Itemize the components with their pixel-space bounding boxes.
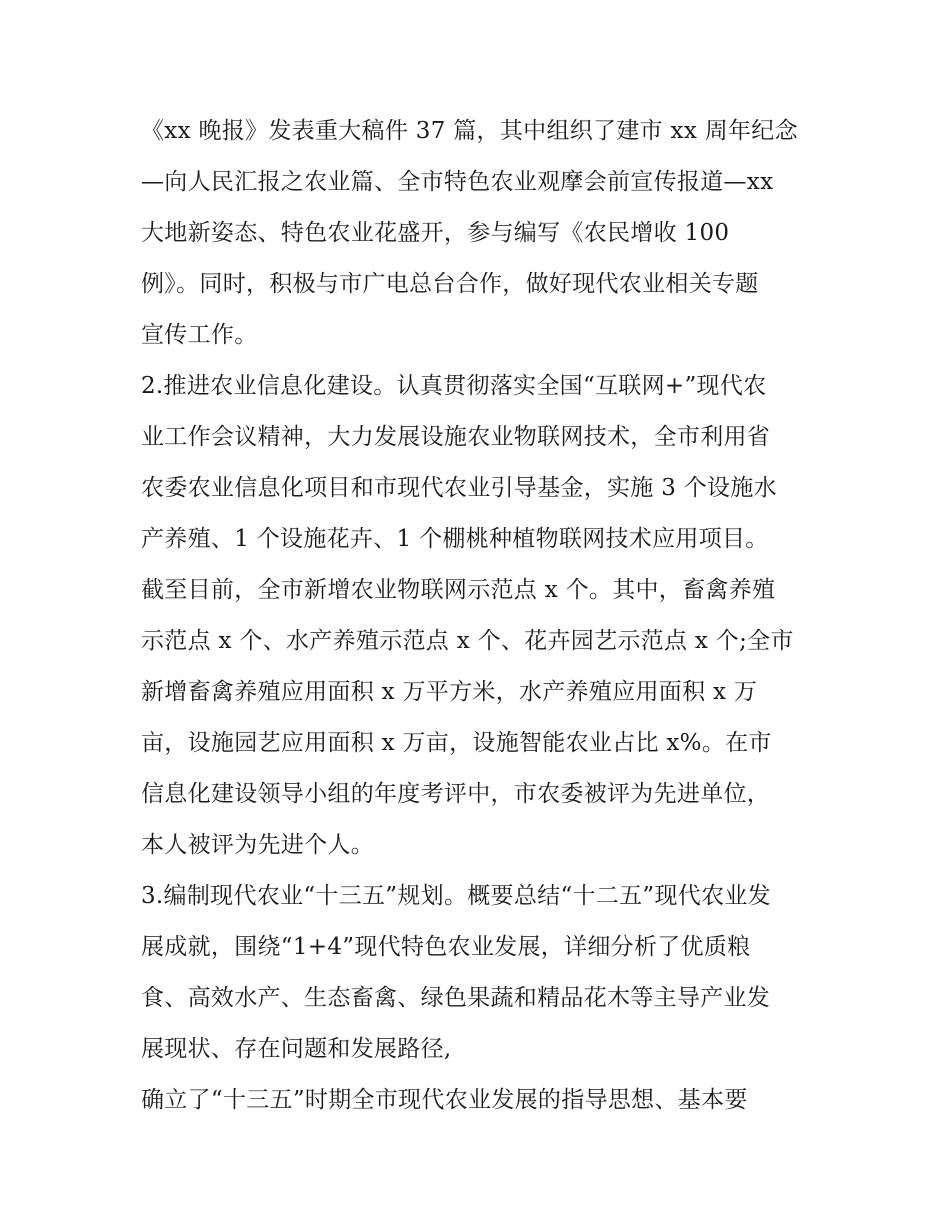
text-line: —向人民汇报之农业篇、全市特色农业观摩会前宣传报道—xx — [141, 169, 774, 195]
text-line: 示范点 x 个、水产养殖示范点 x 个、花卉园艺示范点 x 个;全市 — [141, 628, 794, 654]
text-line: 展成就，围绕“1+4”现代特色农业发展，详细分析了优质粮 — [141, 934, 751, 960]
text-line: 《xx 晚报》发表重大稿件 37 篇，其中组织了建市 xx 周年纪念 — [141, 118, 798, 144]
text-line: 亩，设施园艺应用面积 x 万亩，设施智能农业占比 x%。在市 — [141, 730, 772, 756]
paragraph-guiding-thoughts — [141, 1080, 821, 1131]
text-line: 食、高效水产、生态畜禽、绿色果蔬和精品花木等主导产业发 — [141, 985, 771, 1011]
text-line: 2.推进农业信息化建设。认真贯彻落实全国“互联网+”现代农 — [141, 373, 767, 399]
text-line: 本人被评为先进个人。 — [141, 832, 374, 858]
paragraph-informatization — [141, 366, 821, 876]
text-line: 例》。同时，积极与市广电总台合作，做好现代农业相关专题 — [141, 271, 759, 297]
text-line: 产养殖、1 个设施花卉、1 个棚桃种植物联网技术应用项目。 — [141, 526, 769, 552]
paragraph-publicity — [141, 111, 821, 366]
paragraph-planning — [141, 876, 821, 1080]
text-line: 宣传工作。 — [141, 322, 258, 348]
text-line: 农委农业信息化项目和市现代农业引导基金，实施 3 个设施水 — [141, 475, 777, 501]
text-line: 新增畜禽养殖应用面积 x 万平方米，水产养殖应用面积 x 万 — [141, 679, 758, 705]
text-line: 展现状、存在问题和发展路径, — [141, 1036, 452, 1062]
text-line: 确立了“十三五”时期全市现代农业发展的指导思想、基本要 — [141, 1087, 748, 1113]
document-body — [141, 111, 821, 1131]
text-line: 3.编制现代农业“十三五”规划。概要总结“十二五”现代农业发 — [141, 883, 771, 909]
text-line: 截至目前，全市新增农业物联网示范点 x 个。其中，畜禽养殖 — [141, 577, 776, 603]
text-line: 大地新姿态、特色农业花盛开，参与编写《农民增收 100 — [141, 220, 730, 246]
text-line: 业工作会议精神，大力发展设施农业物联网技术，全市利用省 — [141, 424, 771, 450]
text-line: 信息化建设领导小组的年度考评中，市农委被评为先进单位， — [141, 781, 771, 807]
